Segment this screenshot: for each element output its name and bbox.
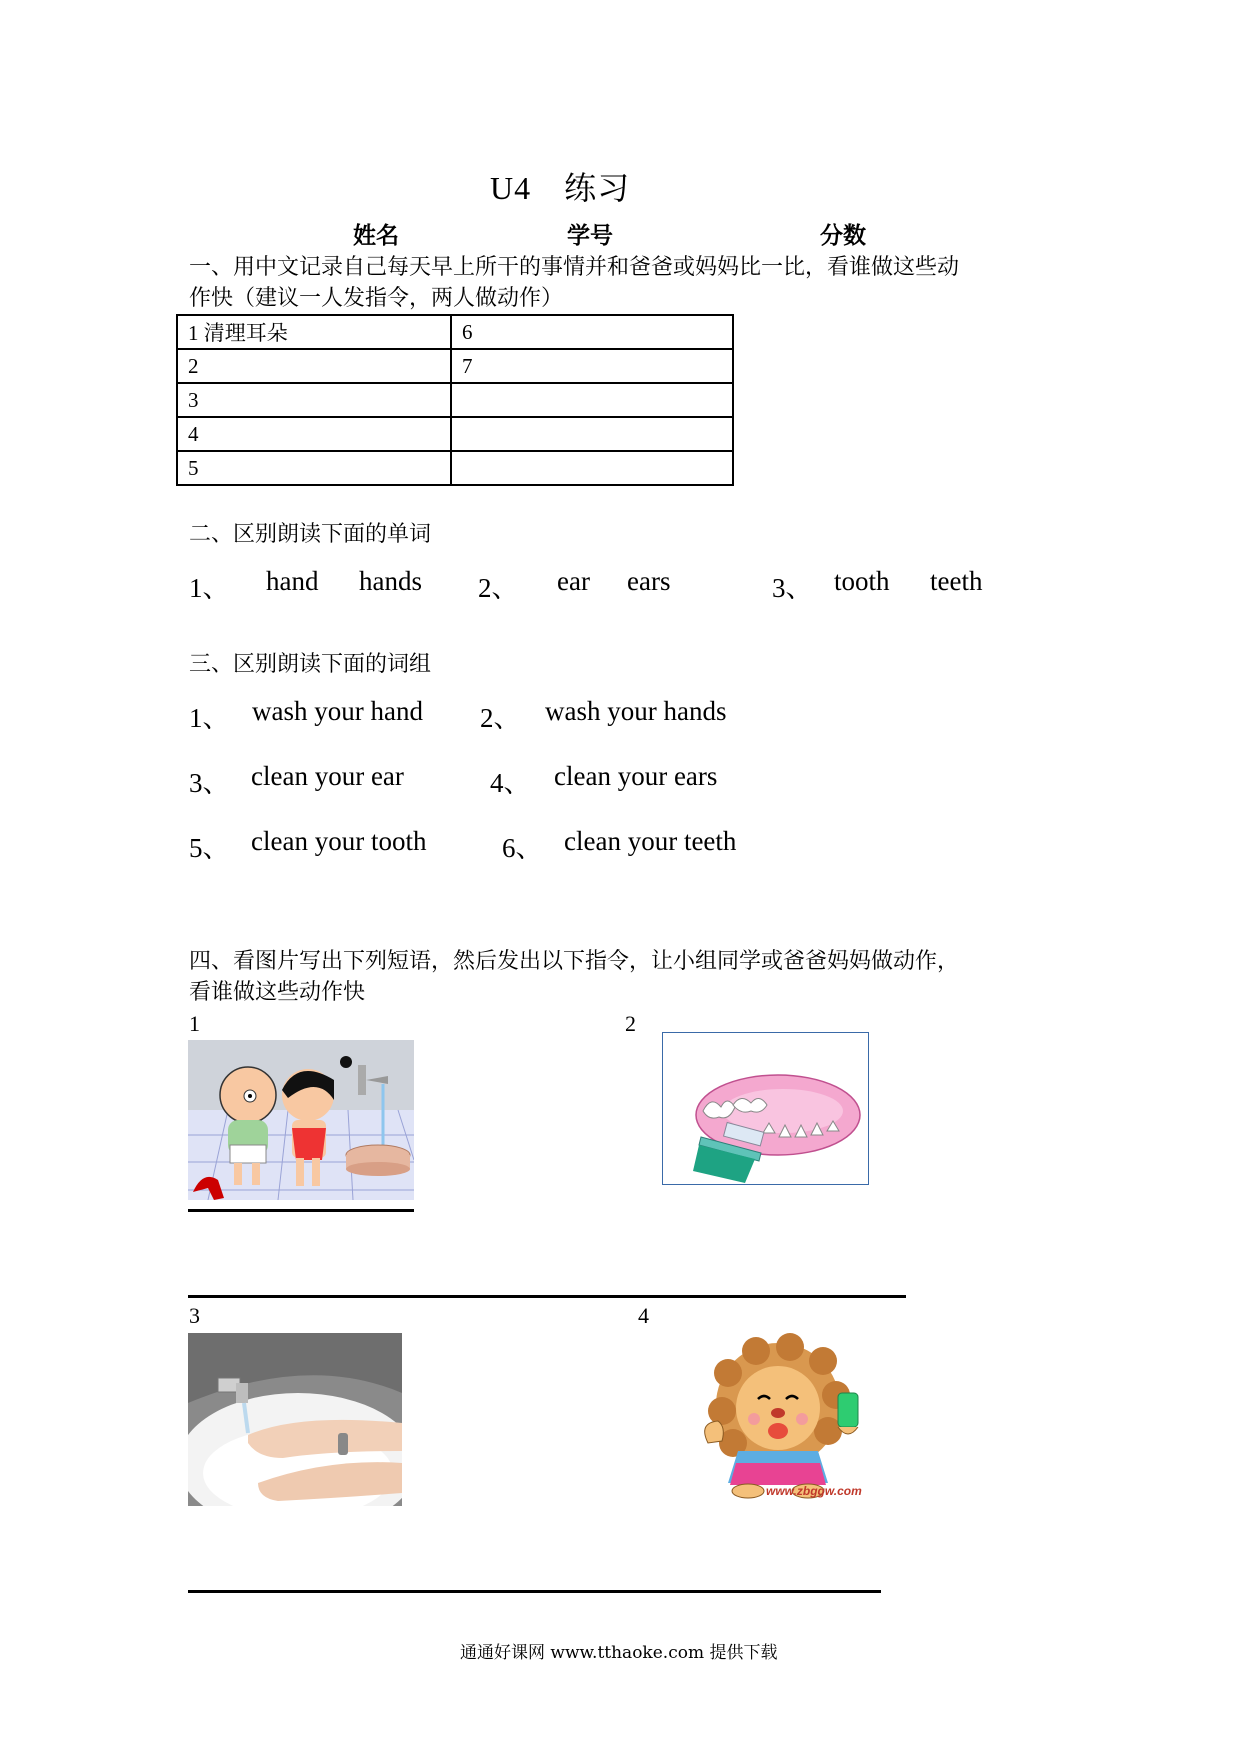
phrase-number: 4、 xyxy=(490,768,531,798)
table-row xyxy=(177,349,733,383)
table-cell[interactable]: 7 xyxy=(451,349,733,383)
table-row xyxy=(177,451,733,485)
score-label: 分数 xyxy=(820,222,866,249)
name-label: 姓名 xyxy=(353,222,399,249)
page-title: U4 练习 xyxy=(490,170,631,206)
phrase-text: clean your ears xyxy=(554,761,718,791)
phrase-number: 5、 xyxy=(189,833,230,863)
picture-label-3: 3 xyxy=(189,1303,200,1328)
section1-instruction-line2: 作快（建议一人发指令，两人做动作） xyxy=(189,286,564,311)
answer-line-3[interactable] xyxy=(188,1590,881,1593)
phrase-text: clean your ear xyxy=(251,761,404,791)
word-pair-number-2: 2、 xyxy=(478,573,519,603)
phrase-text: wash your hand xyxy=(252,696,423,726)
word-hands: hands xyxy=(359,566,422,596)
footer-credit: 通通好课网 www.tthaoke.com 提供下载 xyxy=(460,1643,778,1663)
table-cell[interactable]: 3 xyxy=(177,383,451,417)
table-cell[interactable]: 4 xyxy=(177,417,451,451)
hand-washing-photo xyxy=(188,1333,402,1506)
kids-washing-picture xyxy=(188,1040,414,1200)
word-teeth: teeth xyxy=(930,566,983,596)
toothbrush-teeth-picture xyxy=(662,1032,869,1185)
word-tooth: tooth xyxy=(834,566,890,596)
table-cell[interactable] xyxy=(451,451,733,485)
table-row xyxy=(177,383,733,417)
phrase-text: wash your hands xyxy=(545,696,727,726)
watermark-text: www.zbggw.com xyxy=(766,1484,862,1498)
phrase-number: 6、 xyxy=(502,833,543,863)
table-cell[interactable] xyxy=(451,383,733,417)
table-cell[interactable]: 2 xyxy=(177,349,451,383)
table-row xyxy=(177,417,733,451)
table-cell[interactable]: 6 xyxy=(451,315,733,349)
phrase-text: clean your tooth xyxy=(251,826,427,856)
word-pair-number-1: 1、 xyxy=(189,573,230,603)
phrase-text: clean your teeth xyxy=(564,826,737,856)
picture-label-1: 1 xyxy=(189,1011,200,1036)
section3-heading: 三、区别朗读下面的词组 xyxy=(189,652,432,677)
section4-instruction-line2: 看谁做这些动作快 xyxy=(189,980,366,1005)
phrase-number: 3、 xyxy=(189,768,230,798)
word-pair-number-3: 3、 xyxy=(772,573,813,603)
table-cell[interactable] xyxy=(451,417,733,451)
answer-line-1[interactable] xyxy=(188,1209,414,1212)
word-ear: ear xyxy=(557,566,590,596)
table-cell[interactable]: 5 xyxy=(177,451,451,485)
lion-combing-picture xyxy=(678,1333,906,1503)
daily-record-table xyxy=(176,314,734,486)
picture-label-2: 2 xyxy=(625,1011,636,1036)
section4-instruction-line1: 四、看图片写出下列短语，然后发出以下指令，让小组同学或爸爸妈妈做动作， xyxy=(189,949,960,974)
phrase-number: 1、 xyxy=(189,703,230,733)
student-id-label: 学号 xyxy=(567,222,613,249)
section2-heading: 二、区别朗读下面的单词 xyxy=(189,522,432,547)
table-cell[interactable]: 1 清理耳朵 xyxy=(177,315,451,349)
word-hand: hand xyxy=(266,566,319,596)
table-row xyxy=(177,315,733,349)
section1-instruction-line1: 一、用中文记录自己每天早上所干的事情并和爸爸或妈妈比一比，看谁做这些动 xyxy=(189,255,960,280)
word-ears: ears xyxy=(627,566,671,596)
answer-line-2[interactable] xyxy=(188,1295,906,1298)
phrase-number: 2、 xyxy=(480,703,521,733)
picture-label-4: 4 xyxy=(638,1303,649,1328)
